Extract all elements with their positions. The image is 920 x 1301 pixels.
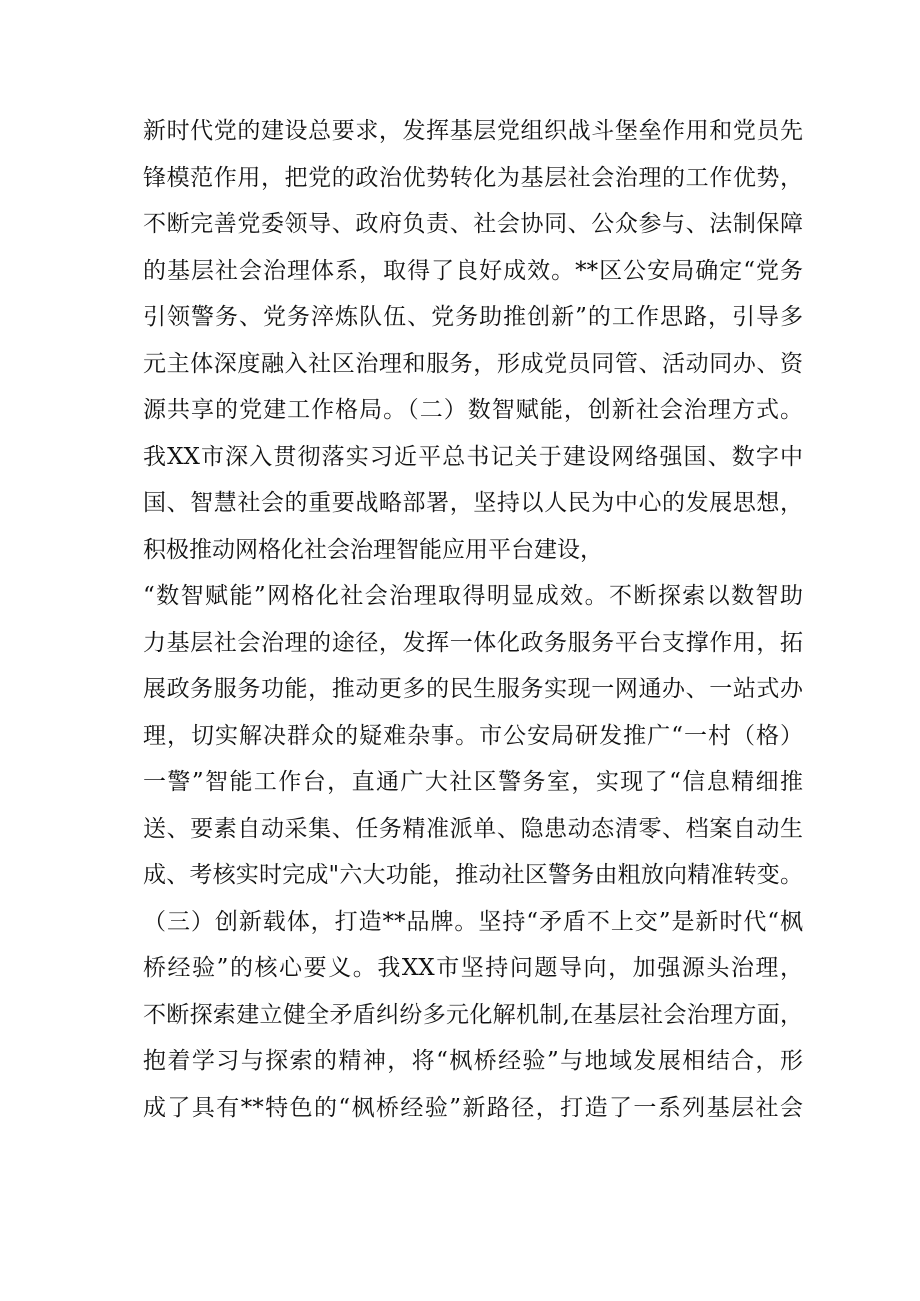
text-line: “数智赋能”网格化社会治理取得明显成效。不断探索以数智助 — [143, 583, 803, 609]
document-body — [143, 108, 803, 1131]
text-line: 不断完善党委领导、政府负责、社会协同、公众参与、法制保障 — [143, 211, 803, 237]
text-line: 送、要素自动采集、任务精准派单、隐患动态清零、档案自动生 — [143, 815, 803, 842]
text-line: 新时代党的建设总要求，发挥基层党组织战斗堡垒作用和党员先 — [143, 118, 803, 144]
text-line: 力基层社会治理的途径，发挥一体化政务服务平台支撑作用，拓 — [143, 629, 803, 656]
text-line: 不断探索建立健全矛盾纠纷多元化解机制,在基层社会治理方面， — [143, 1001, 803, 1028]
text-line: 理，切实解决群众的疑难杂事。市公安局研发推广“一村（格） — [143, 722, 803, 749]
text-line: 成、考核实时完成"六大功能，推动社区警务由粗放向精准转变。 — [143, 862, 803, 888]
text-line: 一警”智能工作台，直通广大社区警务室，实现了“信息精细推 — [143, 769, 803, 795]
text-line: 源共享的党建工作格局。（二）数智赋能，创新社会治理方式。 — [143, 397, 803, 423]
text-line: 积极推动网格化社会治理智能应用平台建设， — [143, 536, 603, 563]
text-line: 国、智慧社会的重要战略部署，坚持以人民为中心的发展思想， — [143, 490, 803, 516]
text-line: 的基层社会治理体系，取得了良好成效。**区公安局确定“党务 — [143, 257, 803, 284]
text-line: 我XX市深入贯彻落实习近平总书记关于建设网络强国、数字中 — [143, 443, 803, 470]
text-line: 锋模范作用，把党的政治优势转化为基层社会治理的工作优势， — [143, 164, 803, 191]
text-line: 抱着学习与探索的精神，将“枫桥经验”与地域发展相结合，形 — [143, 1048, 803, 1074]
text-line: 引领警务、党务淬炼队伍、党务助推创新”的工作思路，引导多 — [143, 304, 803, 330]
text-line: 元主体深度融入社区治理和服务，形成党员同管、活动同办、资 — [143, 350, 803, 377]
text-line: 桥经验”的核心要义。我XX市坚持问题导向，加强源头治理， — [143, 955, 803, 981]
text-line: 展政务服务功能，推动更多的民生服务实现一网通办、一站式办 — [143, 676, 803, 702]
text-line: 成了具有**特色的“枫桥经验”新路径，打造了一系列基层社会 — [143, 1094, 803, 1121]
text-line: （三）创新载体，打造**品牌。坚持“矛盾不上交”是新时代“枫 — [143, 908, 803, 935]
